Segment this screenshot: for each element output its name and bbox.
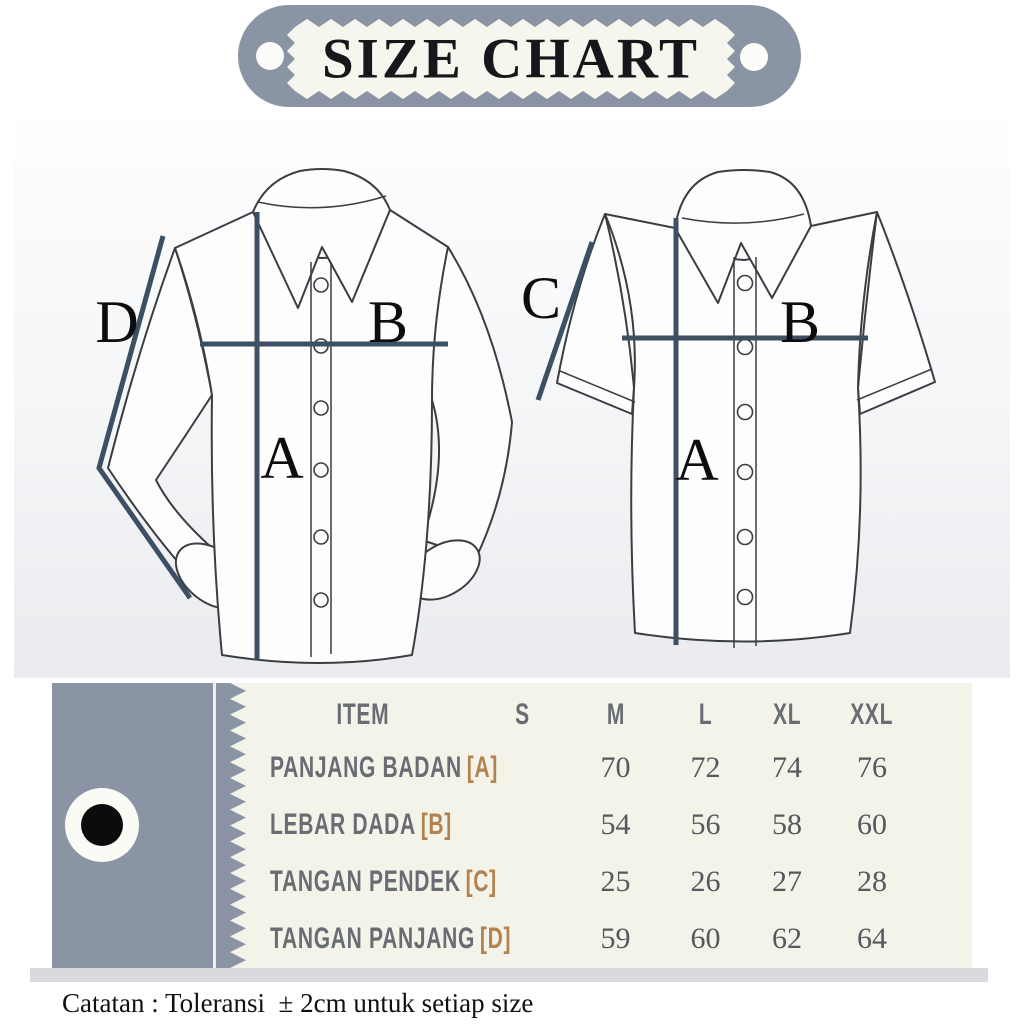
value-cell: 26 xyxy=(690,864,721,898)
row-code: [C] xyxy=(465,864,497,898)
row-label: LEBAR DADA xyxy=(270,807,416,841)
row-label: PANJANG BADAN xyxy=(270,750,462,784)
row-label: TANGAN PENDEK xyxy=(270,864,461,898)
row-label-panjang-badan xyxy=(248,739,499,796)
header-cell-s: S xyxy=(515,698,531,731)
value-cell xyxy=(478,796,568,853)
row-label: TANGAN PANJANG xyxy=(270,921,476,955)
measure-label-D: D xyxy=(95,289,139,355)
tag-hole-icon xyxy=(65,788,139,862)
banner-hole-right-icon xyxy=(740,43,768,71)
row-label-tangan-pendek xyxy=(248,853,497,910)
table-grid xyxy=(248,691,918,967)
banner-hole-left-icon xyxy=(256,42,284,70)
header-cell-item: ITEM xyxy=(336,698,390,731)
value-cell: 54 xyxy=(600,807,631,841)
row-code: [D] xyxy=(479,921,512,955)
row-label-lebar-dada xyxy=(248,796,478,853)
short-sleeve-shirt xyxy=(521,170,935,648)
shirts-diagram xyxy=(60,150,980,690)
value-cell: 74 xyxy=(772,750,802,784)
value-cell: 59 xyxy=(600,921,631,955)
row-code: [A] xyxy=(466,750,499,784)
value-cell: 27 xyxy=(772,864,802,898)
measure-label-C: C xyxy=(520,265,562,331)
value-cell: 76 xyxy=(857,750,887,784)
table-zigzag-edge xyxy=(230,683,250,968)
measure-label-A-left: A xyxy=(260,425,304,491)
size-chart-banner xyxy=(238,5,801,107)
header-cell-l: L xyxy=(698,698,713,731)
size-table xyxy=(52,683,972,968)
value-cell: 72 xyxy=(690,750,721,784)
zigzag-label xyxy=(287,19,735,99)
long-sleeve-shirt xyxy=(95,169,512,663)
value-cell: 60 xyxy=(857,807,887,841)
tag-hole-inner-icon xyxy=(81,804,123,846)
measure-label-B-right: B xyxy=(779,289,821,355)
value-cell: 64 xyxy=(857,921,887,955)
measure-label-A-right: A xyxy=(675,427,719,493)
value-cell: 70 xyxy=(600,750,631,784)
row-code: [B] xyxy=(420,807,452,841)
value-cell: 25 xyxy=(600,864,631,898)
row-label-tangan-panjang xyxy=(248,910,512,967)
panel-divider-line xyxy=(213,683,216,968)
measure-label-B-left: B xyxy=(367,289,409,355)
header-cell-xxl: XXL xyxy=(850,698,894,731)
table-left-panel xyxy=(52,683,230,968)
value-cell: 58 xyxy=(772,807,802,841)
header-cell-xl: XL xyxy=(772,698,802,731)
value-cell: 62 xyxy=(772,921,802,955)
value-cell: 28 xyxy=(857,864,887,898)
table-bottom-shadow xyxy=(30,968,988,982)
value-cell: 60 xyxy=(690,921,721,955)
header-cell-m: M xyxy=(606,698,625,731)
banner-title: SIZE CHART xyxy=(321,27,701,91)
value-cell: 56 xyxy=(690,807,721,841)
note-text: Catatan : Toleransi ± 2cm untuk setiap size xyxy=(62,988,534,1018)
